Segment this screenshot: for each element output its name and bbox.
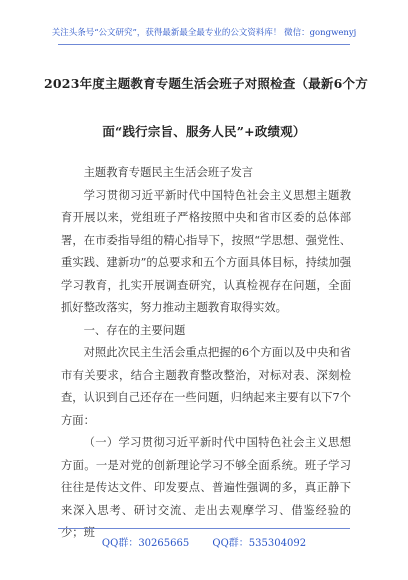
section-title: 主题教育专题民主生活会班子发言 <box>83 166 254 179</box>
footer-qq-group-2: QQ群：535304092 <box>212 538 307 549</box>
footer <box>0 534 408 549</box>
footer-divider <box>58 528 350 529</box>
header-divider <box>58 44 350 45</box>
document-body <box>61 162 351 545</box>
footer-qq-group-1: QQ群：30265665 <box>101 538 190 549</box>
paragraph-overview: 对照此次民主生活会重点把握的6个方面以及中央和省市有关要求，结合主题教育整改整治，对标对表、深刻检查，认识到自己还存在一些问题，归纳起来主要有以下7个方面： <box>61 346 351 427</box>
document-title-line-1: 2023年度主题教育专题生活会班子对照检查（最新6个方 <box>44 76 368 91</box>
document-title-line-2: 面“践行宗旨、服务人民”+政绩观） <box>102 124 306 139</box>
header-banner: 关注头条号“公文研究”，获得最新最全最专业的公文资料库！ 微信：gongwenyj <box>51 28 357 38</box>
heading-problems: 一、存在的主要问题 <box>83 323 186 337</box>
paragraph-intro: 学习贯彻习近平新时代中国特色社会主义思想主题教育开展以来，党组班子严格按照中央和省市区委的总体部署，在市委指导组的精心指导下，按照“学思想、强党性、重实践、建新功”的总要求和五个方面具体目标，持续加强学习教育，扎实开展调查研究，认真检视存在问题，全面抓好整改落实，努力推动主题教育取得实效。 <box>61 188 351 314</box>
paragraph-item-1: （一）学习贯彻习近平新时代中国特色社会主义思想方面。一是对党的创新理论学习不够全面系统。班子学习往往是传达文件、印发要点、普遍性强调的多，真正静下来深入思考、研讨交流、走出去观摩学习、借鉴经验的少；班 <box>61 436 351 539</box>
